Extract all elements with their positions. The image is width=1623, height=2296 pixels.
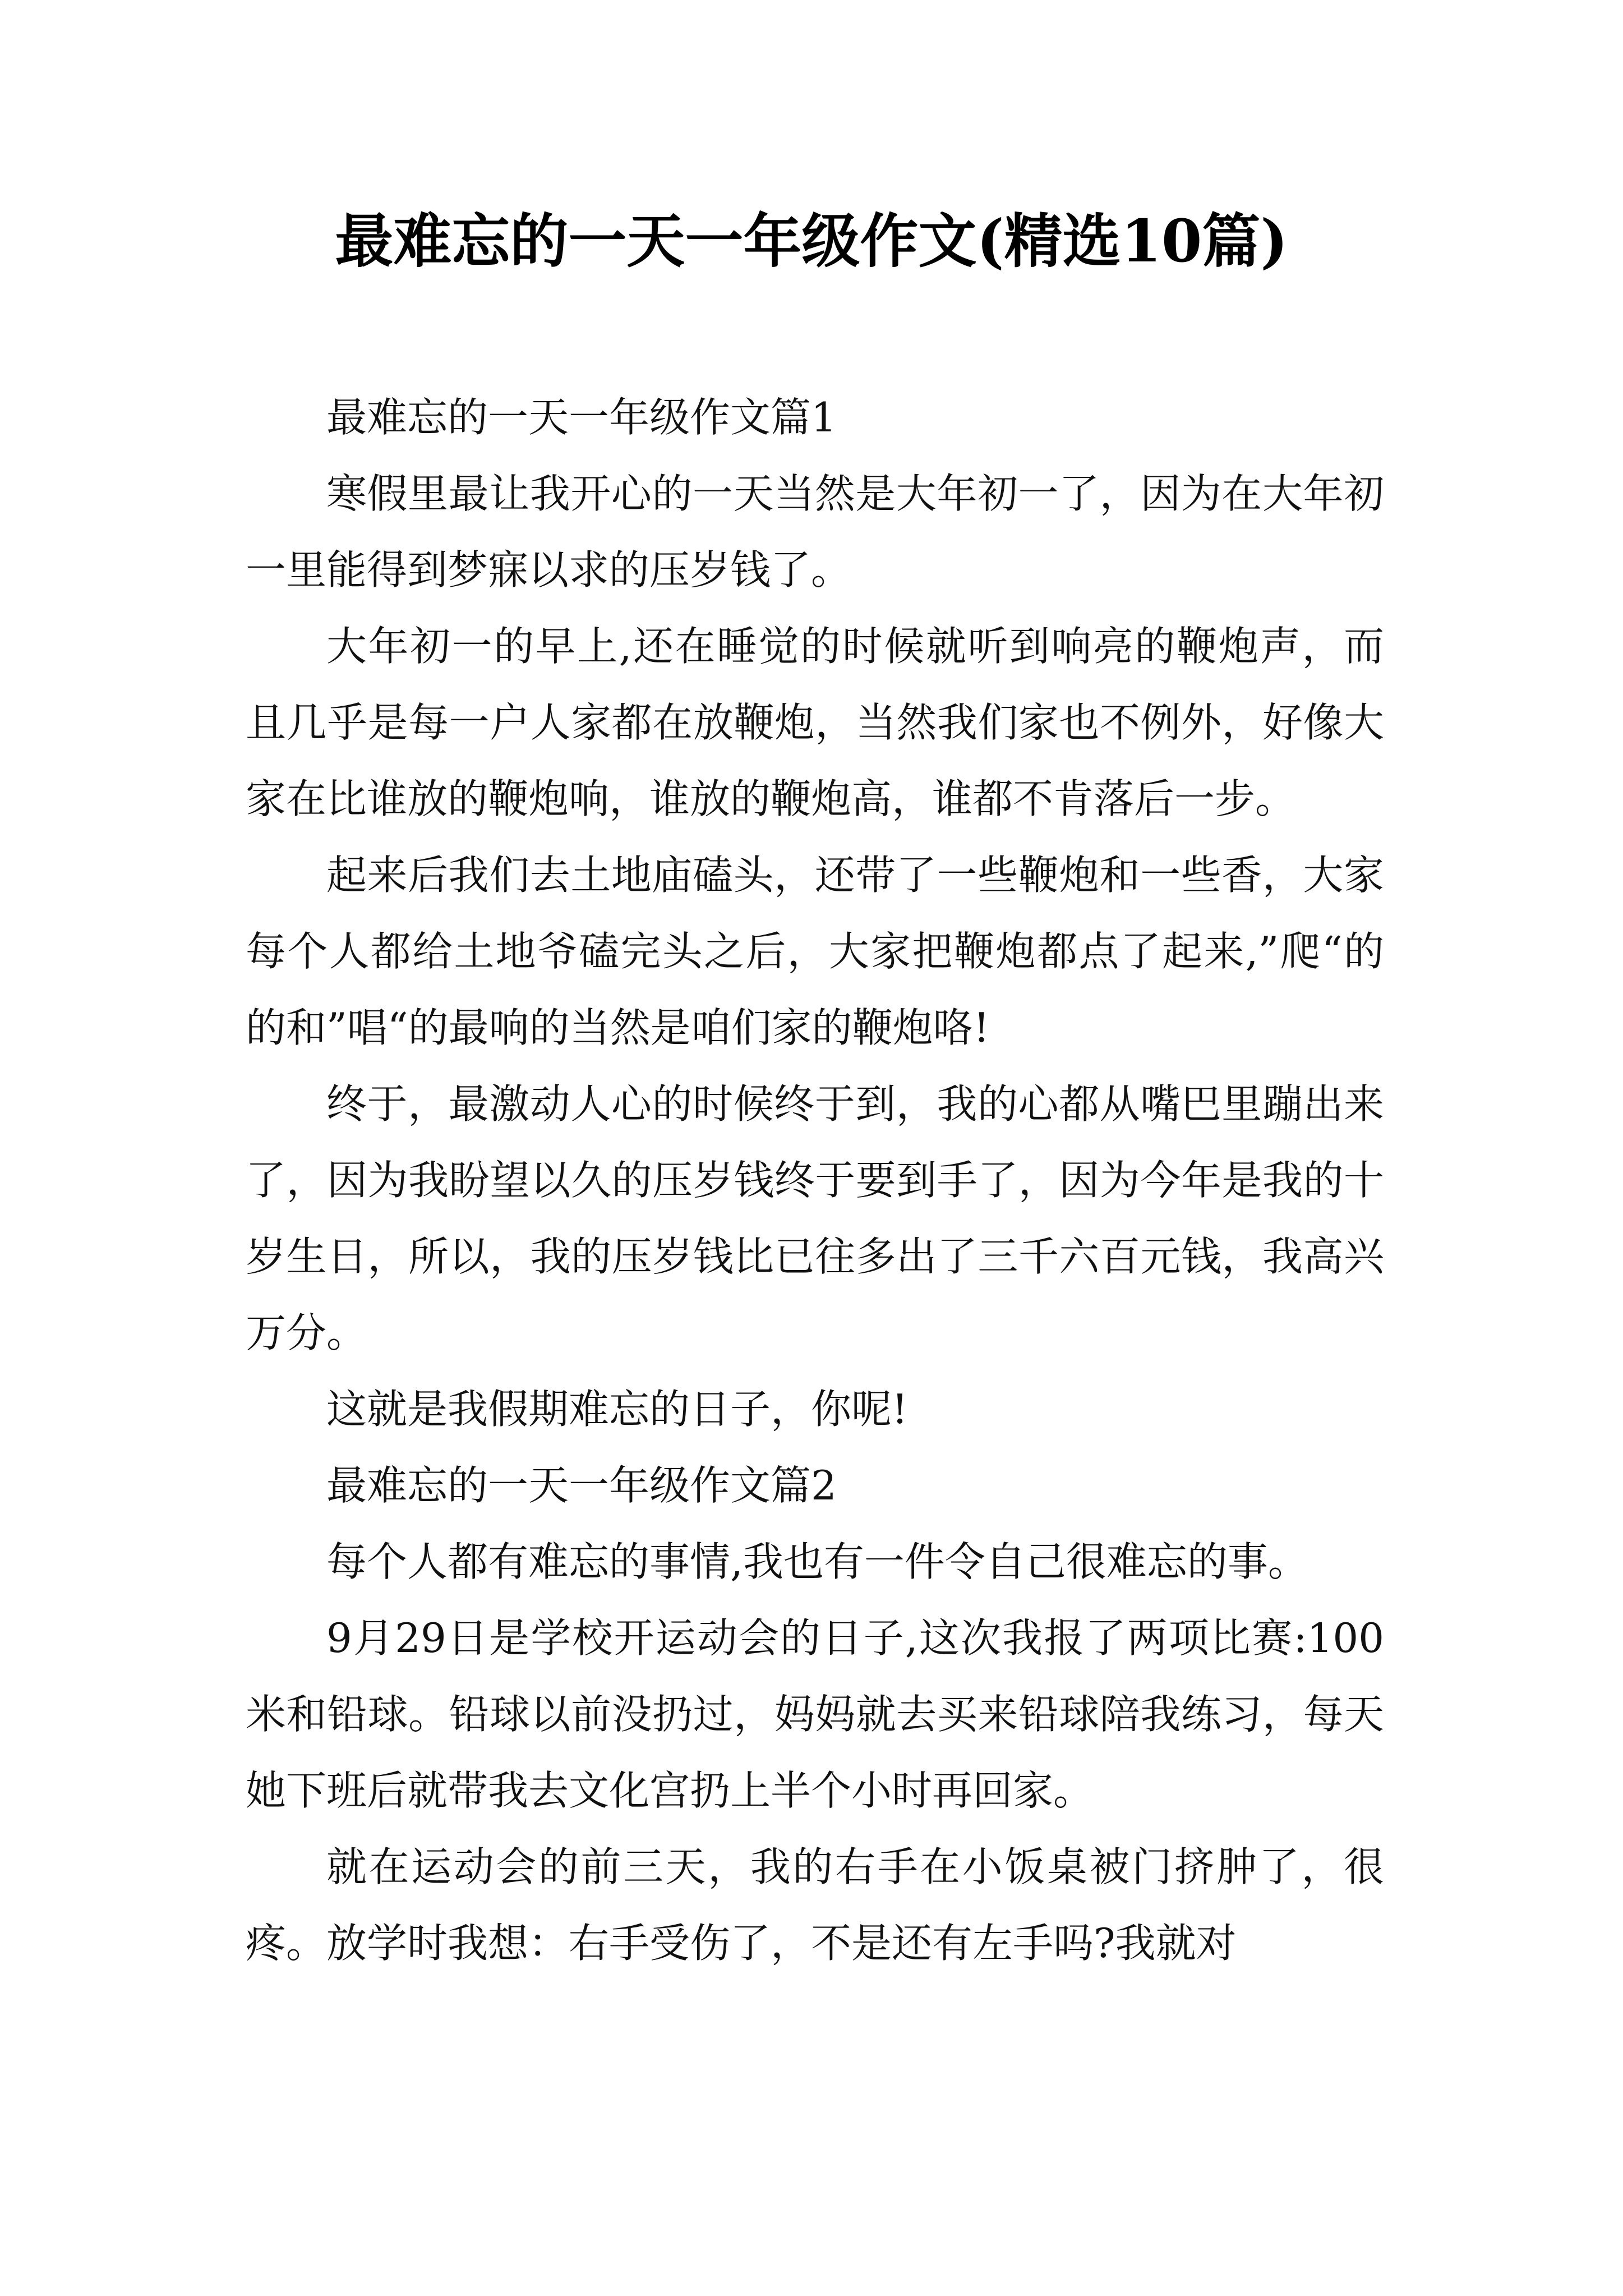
paragraph: 这就是我假期难忘的日子，你呢! xyxy=(326,1386,908,1433)
document-body xyxy=(246,379,1384,1981)
paragraph: 就在运动会的前三天，我的右手在小饭桌被门挤肿了，很疼。放学时我想：右手受伤了，不是还有左手吗?我就对 xyxy=(246,1843,1384,1967)
paragraph: 起来后我们去土地庙磕头，还带了一些鞭炮和一些香，大家每个人都给土地爷磕完头之后，大家把鞭炮都点了起来,”爬“的的和”唱“的最响的当然是咱们家的鞭炮咯! xyxy=(246,852,1384,1051)
paragraph: 寒假里最让我开心的一天当然是大年初一了，因为在大年初一里能得到梦寐以求的压岁钱了。 xyxy=(246,470,1384,593)
document-title: 最难忘的一天一年级作文(精选10篇) xyxy=(335,206,1288,275)
section-heading-2: 最难忘的一天一年级作文篇2 xyxy=(326,1462,837,1509)
paragraph: 每个人都有难忘的事情,我也有一件令自己很难忘的事。 xyxy=(326,1538,1308,1585)
paragraph: 终于，最激动人心的时候终于到，我的心都从嘴巴里蹦出来了，因为我盼望以久的压岁钱终于要到手了，因为今年是我的十岁生日，所以，我的压岁钱比已往多出了三千六百元钱，我高兴万分。 xyxy=(246,1080,1384,1356)
section-heading-1: 最难忘的一天一年级作文篇1 xyxy=(326,394,837,441)
paragraph: 大年初一的早上,还在睡觉的时候就听到响亮的鞭炮声，而且几乎是每一户人家都在放鞭炮，当然我们家也不例外，好像大家在比谁放的鞭炮响，谁放的鞭炮高，谁都不肯落后一步。 xyxy=(246,623,1384,822)
paragraph: 9月29日是学校开运动会的日子,这次我报了两项比赛:100米和铅球。铅球以前没扔过，妈妈就去买来铅球陪我练习，每天她下班后就带我去文化宫扔上半个小时再回家。 xyxy=(246,1614,1384,1814)
